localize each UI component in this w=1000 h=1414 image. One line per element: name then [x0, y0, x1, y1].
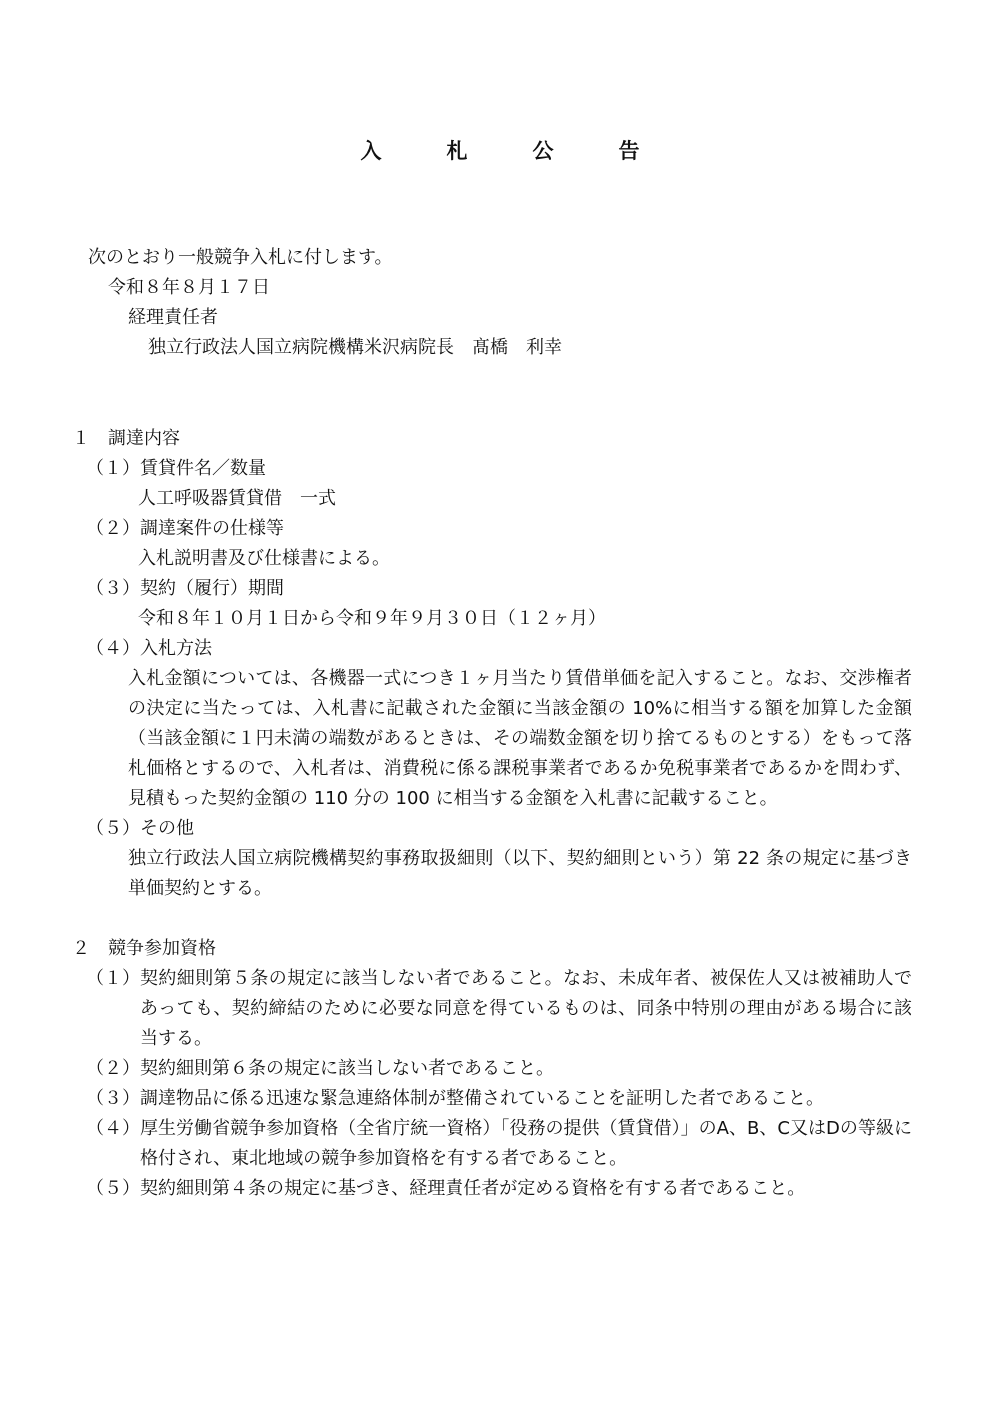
- section-heading: [0, 934, 1000, 964]
- list-item: [86, 1174, 912, 1204]
- item-label: （４）入札方法: [86, 638, 212, 659]
- item-text: 契約細則第５条の規定に該当しない者であること。なお、未成年者、被保佐人又は被補助人であっても、契約締結のために必要な同意を得ているものは、同条中特別の理由がある場合に該当する。: [140, 968, 912, 1049]
- item-text: 契約細則第４条の規定に基づき、経理責任者が定める資格を有する者であること。: [140, 1178, 806, 1199]
- item-marker: （５）: [86, 1178, 140, 1199]
- page-title: 入 札 公 告: [360, 139, 662, 163]
- notice-date: 令和８年８月１７日: [108, 277, 270, 298]
- item-detail: 人工呼吸器賃貸借 一式: [138, 488, 336, 509]
- officer-line: [0, 333, 1000, 363]
- bidding-method-paragraph: 入札金額については、各機器一式につき１ヶ月当たり賃借単価を記入すること。なお、交渉権者の決定に当たっては、入札書に記載された金額に当該金額の 10%に相当する額を加算した金額（当該金額に１円未満の端数があるときは、その端数金額を切り捨てるものとする）をもって落札価格とするので、入札者は、消費税に係る課税事業者であるか免税事業者であるかを問わず、見積もった契約金額の 110 分の 100 に相当する金額を入札書に記載すること。: [128, 668, 912, 809]
- item-label: （３）契約（履行）期間: [86, 578, 284, 599]
- item-marker: （２）: [86, 1058, 140, 1079]
- section-number: １: [72, 428, 90, 449]
- officer-surname: 髙橋: [472, 337, 508, 358]
- section-title: 調達内容: [108, 428, 180, 449]
- officer-given-name: 利幸: [526, 337, 562, 358]
- section-heading: [0, 424, 1000, 454]
- item-text: 調達物品に係る迅速な緊急連絡体制が整備されていることを証明した者であること。: [140, 1088, 824, 1109]
- item-label: （２）調達案件の仕様等: [86, 518, 284, 539]
- item-marker: （１）: [86, 968, 140, 989]
- item-label: （５）その他: [86, 818, 194, 839]
- item-text: 厚生労働省競争参加資格（全省庁統一資格）「役務の提供（賃貸借）」のA、B、C又はDの等級に格付され、東北地域の競争参加資格を有する者であること。: [140, 1118, 912, 1169]
- notice-header: [0, 243, 1000, 363]
- list-item: [86, 1084, 912, 1114]
- section-title: 競争参加資格: [108, 938, 216, 959]
- other-paragraph: 独立行政法人国立病院機構契約事務取扱細則（以下、契約細則という）第 22 条の規定に基づき単価契約とする。: [128, 848, 912, 899]
- item-text: 契約細則第６条の規定に該当しない者であること。: [140, 1058, 554, 1079]
- list-item: [86, 1054, 912, 1084]
- officer-title: 経理責任者: [128, 307, 218, 328]
- section-number: ２: [72, 938, 90, 959]
- item-marker: （４）: [86, 1118, 140, 1139]
- list-item: [86, 1114, 912, 1174]
- officer-org: 独立行政法人国立病院機構米沢病院長: [148, 337, 454, 358]
- notice-body: [0, 424, 1000, 1204]
- item-label: （１）賃貸件名／数量: [86, 458, 266, 479]
- item-detail: 令和８年１０月１日から令和９年９月３０日（１２ヶ月）: [138, 608, 606, 629]
- list-item: [86, 964, 912, 1054]
- intro-text: 次のとおり一般競争入札に付します。: [88, 247, 393, 268]
- item-marker: （３）: [86, 1088, 140, 1109]
- item-detail: 入札説明書及び仕様書による。: [138, 548, 390, 569]
